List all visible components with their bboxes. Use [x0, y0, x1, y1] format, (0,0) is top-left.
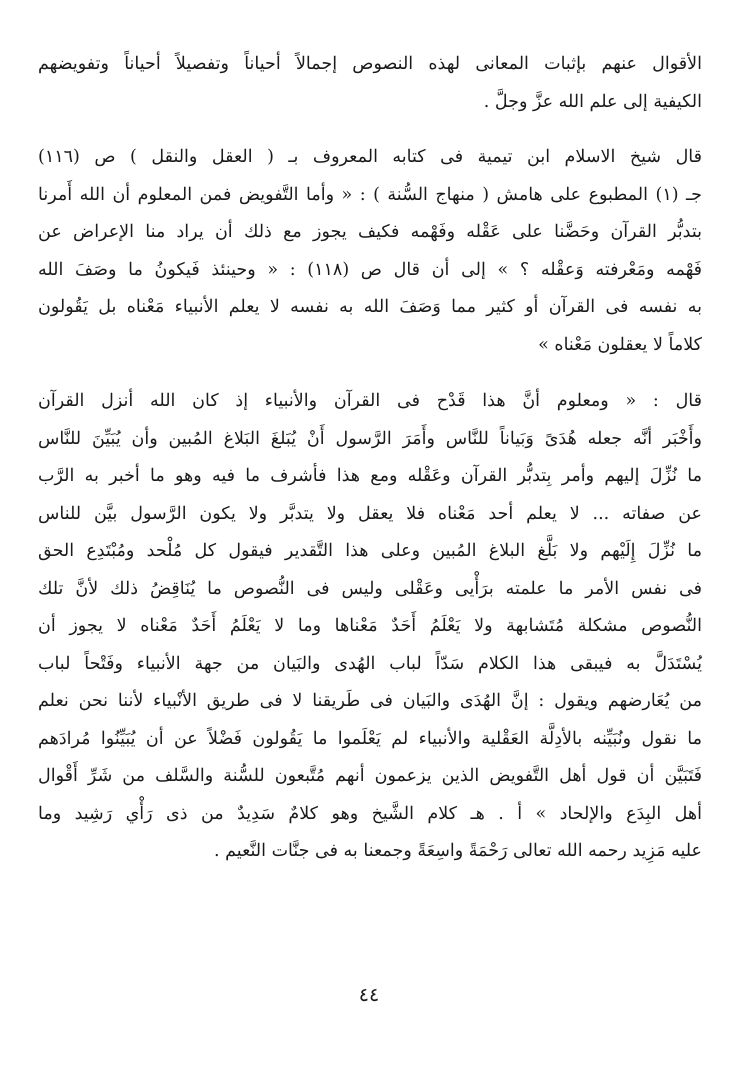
page-number: ٤٤ [358, 984, 380, 1006]
text-line: عن صفاته ... لا يعلم أحد مَعْناه فلا يعقل ولا يتدبَّر ولا يكون الرَّسول بيَّن للناس [38, 503, 702, 524]
text-line: كلاماً لا يعقلون مَعْناه » [538, 334, 702, 355]
text-line: الأقوال عنهم بإثبات المعانى لهذه النصوص إجمالاً أحياناً وتفصيلاً أحياناً وتفويضهم [38, 54, 702, 74]
text-line: قال : « ومعلوم أنَّ هذا قَدْح فى القرآن والأنبياء إذ كان الله أنزل القرآن [38, 391, 702, 411]
text-line: ما نقول ونُبَيِّنه بالأدِلَّة العَقْلية والأنبياء لم يَعْلَموا ما يَقُولون فَضْلاً عن أن يُبَيِّنُوا مُرادَهم [38, 728, 702, 749]
text-line: بتدبُّر القرآن وحَضَّنا على عَقْله وفَهْمه فكيف يجوز مع ذلك أن يراد منا الإعراض عن [38, 222, 702, 242]
text-line: فَهْمه ومَعْرفته وَعقْله ؟ » إلى أن قال ص (١١٨) : « وحينئذ فَيكونُ ما وصَفَ الله [38, 259, 702, 280]
text-line: فَتَبَيَّن أن قول أهل التَّفويض الذين يزعمون أنهم مُتَّبعون للسُّنة والسَّلف من شَرِّ أَقْوال [38, 766, 702, 786]
text-line: عليه مَزِيد رحمه الله تعالى رَحْمَةً واسِعَةً وجمعنا به فى جنَّات النَّعيم . [214, 841, 702, 861]
text-line: فى نفس الأمر ما علمته برَأْيى وعَقْلى وليس فى النُّصوص ما يُنَاقِضُ ذلك لأنَّ تلك [38, 578, 702, 599]
paragraph-quote-2 [38, 383, 702, 871]
page-body [38, 46, 702, 871]
text-line: وأَخْبَر أنَّه جعله هُدَىً وَبَياناً للنَّاس وأَمَرَ الرَّسول أَنْ يُبَلغَ البَلاغ المُبين وأن يُبَيِّنَ للنَّاس [38, 428, 702, 449]
text-line: ما نُزِّلَ إليهم وأمر بِتدبُّر القرآن وعَقْله ومع هذا فأشرف ما فيه وهو ما أخبر به الرَّب [38, 466, 702, 486]
text-line: به نفسه فى القرآن أو كثير مما وَصَفَ الله به نفسه لا يعلم الأنبياء مَعْناه بل يَقُولون [38, 297, 702, 317]
text-line: جـ (١) المطبوع على هامش ( منهاج السُّنة ) : « وأما التَّفويض فمن المعلوم أن الله أَمرنا [38, 184, 702, 205]
text-line: من يُعَارضهم ويقول : إنَّ الهُدَى والبَيان فى طَريقنا لا فى طريق الأنْبياء لأننا نحن نعلم [38, 691, 702, 711]
paragraph-quote-1 [38, 139, 702, 364]
text-line: الكيفية إلى علم الله عزَّ وجلَّ . [483, 91, 702, 112]
text-line: ما نُزِّلَ إِلَيْهم ولا بَلَّغ البلاغ المُبين وعلى هذا التَّقدير فيقول كل مُلْحد ومُبْتَدِع الحق [38, 541, 702, 561]
text-line: يُسْتَدَلَّ به فيبقى هذا الكلام سَدّاً لباب الهُدى والبَيان من جهة الأنبياء وفَتْحاً لباب [38, 653, 702, 674]
text-line: أهل البِدَع والإلحاد » أ . هـ كلام الشَّيخ وهو كلامٌ سَدِيدٌ من ذى رَأْي رَشِيد وما [38, 803, 702, 824]
text-line: النُّصوص مشكلة مُتَشابهة ولا يَعْلَمُ أَحَدٌ مَعْناها وما لا يَعْلَمُ أَحَدٌ مَعْناه لا يجوز أن [38, 616, 702, 636]
paragraph-intro [38, 46, 702, 121]
text-line: قال شيخ الاسلام ابن تيمية فى كتابه المعروف بـ ( العقل والنقل ) ص (١١٦) [38, 147, 702, 167]
